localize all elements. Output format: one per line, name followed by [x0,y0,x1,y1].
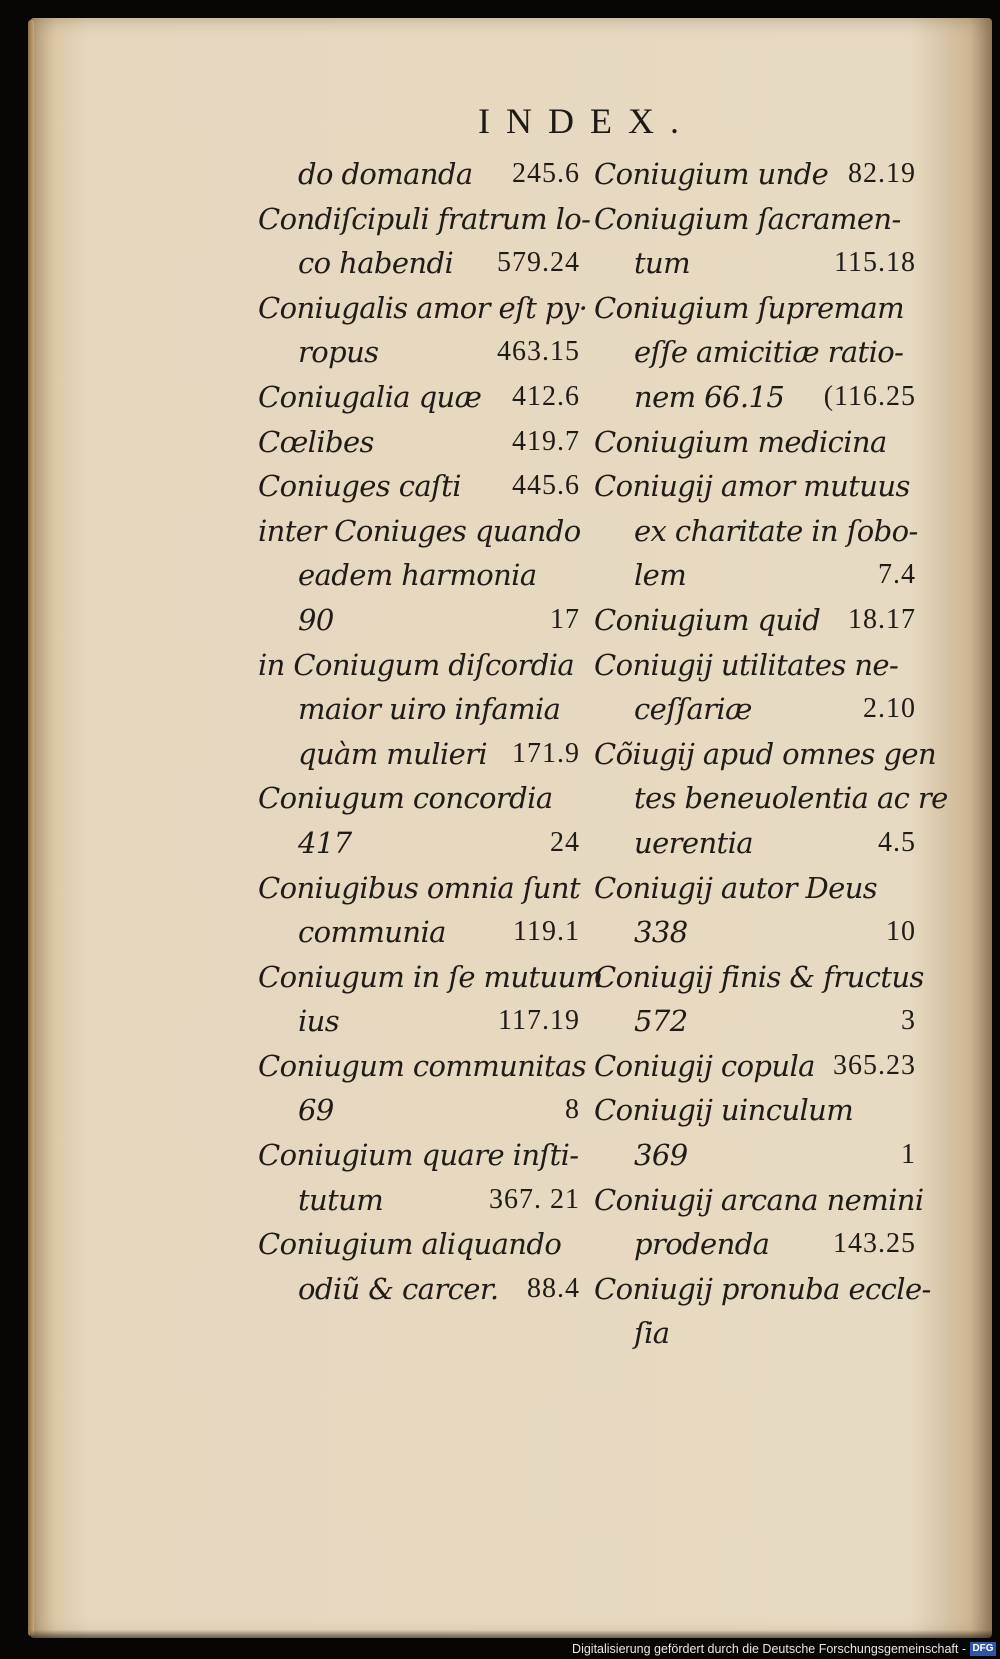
index-entry-text: 417 [298,825,352,860]
index-entry-line [258,598,580,643]
index-entry-text: odiũ & carcer. [298,1271,499,1306]
index-entry-line [594,1088,916,1133]
index-entry-text: inter Coniuges quando [258,513,581,548]
index-entry-text: tutum [298,1182,384,1217]
index-entry-line [594,1133,916,1178]
index-entry-page-ref: 119.1 [513,916,580,948]
index-entry-text: Coniugium medicina [594,424,887,459]
index-entry-line [594,732,937,777]
index-entry-page-ref: 17 [550,603,580,635]
index-entry-text: Coniuges caſti [258,469,461,504]
index-entry-text: Coniugalis amor eſt py· [258,290,588,325]
index-entry-page-ref: 82.19 [848,158,916,189]
index-entry-text: tes beneuolentia ac re [634,781,948,816]
index-entry-text: Coniugij finis & fructus [594,959,924,994]
page-edge [28,20,34,1636]
index-entry-text: co habendi [298,246,454,281]
footer-credit [572,1640,998,1658]
index-entry-line [258,821,580,866]
index-entry-text: Coniugij autor Deus [594,870,878,905]
index-entry-line [258,776,580,821]
index-entry-page-ref: 10 [886,916,916,948]
index-entry-text: maior uiro infamia [298,692,561,727]
index-entry-line [258,866,580,911]
index-entry-line [594,509,916,554]
index-entry-line [258,420,580,465]
index-entry-text: Coniugibus omnia ſunt [258,870,581,905]
index-entry-line [594,1178,924,1223]
index-entry-text: prodenda [634,1227,770,1262]
index-entry-text: Cõiugij apud omnes gen [594,736,937,771]
index-entry-page-ref: 412.6 [512,380,580,412]
index-entry-page-ref: 245.6 [512,158,580,189]
index-entry-text: nem 66.15 [634,379,785,414]
page-bottom-shadow [30,1630,992,1638]
index-entry-line [594,598,916,643]
index-entry-line [258,286,588,331]
index-entry-page-ref: 7.4 [878,559,916,591]
index-entry-page-ref: 115.18 [834,247,916,279]
index-entry-line [258,955,603,1000]
index-entry-line [594,1044,916,1089]
index-entry-line [594,821,916,866]
index-entry-text: 90 [298,602,334,637]
index-entry-line [594,1311,916,1356]
index-entry-text: Coniugij uinculum [594,1093,854,1128]
index-entry-page-ref: (116.25 [823,380,916,412]
index-entry-line [258,464,580,509]
index-entry-text: uerentia [634,825,753,860]
index-entry-page-ref: 419.7 [512,425,580,457]
index-entry-line [258,732,580,777]
index-entry-line [258,643,580,688]
index-entry-line [594,197,916,242]
index-entry-line [594,1222,916,1267]
dfg-logo: DFG [970,1642,996,1656]
index-entry-page-ref: 2.10 [863,693,916,725]
index-entry-line [258,910,580,955]
index-entry-line [594,375,916,420]
index-entry-text: quàm mulieri [298,736,488,771]
index-entry-text: Coniugium quare inſti- [258,1138,579,1173]
index-entry-line [258,553,580,598]
index-entry-line [258,1133,580,1178]
index-entry-text: 69 [298,1093,334,1128]
index-entry-text: Coniugalia quæ [258,379,482,414]
index-entry-page-ref: 4.5 [878,826,916,858]
index-entry-text: Coniugium unde [594,157,829,191]
index-entry-text: 572 [634,1004,688,1039]
index-entry-text: Coniugium quid [594,602,821,637]
index-entry-page-ref: 24 [550,826,580,858]
index-entry-line [594,866,916,911]
index-entry-text: Coniugum in ſe mutuum [258,959,603,994]
index-entry-line [258,1088,580,1133]
index-entry-page-ref: 1 [901,1139,916,1171]
index-entry-text: tum [634,246,691,281]
index-entry-page-ref: 171.9 [512,737,580,769]
index-entry-line [594,643,916,688]
index-entry-text: ius [298,1004,340,1039]
index-entry-line [594,330,916,375]
index-entry-line [594,420,916,465]
index-entry-text: 369 [634,1138,688,1173]
index-entry-line [594,241,916,286]
index-entry-line [594,464,916,509]
index-entry-text: Coniugum communitas [258,1048,586,1083]
index-entry-page-ref: 579.24 [497,247,580,279]
index-entry-line [258,375,580,420]
index-entry-text: eadem harmonia [298,558,537,593]
index-entry-text: ropus [298,335,379,370]
index-entry-text: Coniugij copula [594,1048,815,1083]
index-entry-text: Coniugium aliquando [258,1227,562,1262]
index-entry-text: Coniugij utilitates ne- [594,647,899,682]
index-entry-line [594,286,916,331]
index-entry-line [594,152,916,197]
index-entry-line [258,509,580,554]
index-entry-line [594,955,924,1000]
index-entry-line [258,1044,586,1089]
index-entry-page-ref: 367. 21 [489,1183,580,1215]
index-entry-text: Coniugium ſacramen- [594,201,901,236]
index-entry-text: Cœlibes [258,424,374,459]
index-entry-line [258,1178,580,1223]
index-entry-text: Coniugij arcana nemini [594,1182,924,1217]
running-head: INDEX. [478,101,695,141]
index-entry-page-ref: 463.15 [497,336,580,368]
index-entry-line [258,687,580,732]
index-entry-text: ceſſariæ [634,692,752,727]
index-entry-line [258,330,580,375]
index-entry-text: ex charitate in ſobo- [634,513,918,548]
index-entry-page-ref: 365.23 [833,1049,916,1081]
index-entry-page-ref: 88.4 [527,1272,580,1304]
index-entry-line [594,910,916,955]
index-entry-text: communia [298,915,446,950]
index-entry-text: do domanda [298,157,473,191]
index-column-right [594,152,948,1356]
index-entry-line [594,553,916,598]
index-entry-text: eſſe amicitiæ ratio- [634,335,904,370]
footer-credit-text: Digitalisierung gefördert durch die Deutsche Forschungsgemeinschaft - [572,1642,966,1656]
index-entry-page-ref: 18.17 [848,603,916,635]
index-entry-text: Coniugum concordia [258,781,553,816]
index-entry-page-ref: 8 [565,1094,580,1126]
index-entry-text: ſia [634,1316,670,1351]
index-entry-page-ref: 117.19 [498,1005,580,1037]
index-entry-text: 338 [634,915,688,950]
index-entry-line [258,1267,580,1312]
index-entry-line [258,152,580,197]
index-entry-line [258,241,580,286]
index-entry-page-ref: 143.25 [833,1228,916,1260]
index-entry-line [594,999,916,1044]
index-entry-text: Condiſcipuli fratrum lo- [258,201,591,236]
index-entry-text: in Coniugum diſcordia [258,647,575,682]
index-entry-page-ref: 445.6 [512,470,580,502]
index-entry-line [594,1267,931,1312]
index-entry-line [258,1222,580,1267]
index-entry-line [258,197,591,242]
index-entry-line [594,776,948,821]
index-entry-text: Coniugium ſupremam [594,290,904,325]
index-entry-line [594,687,916,732]
index-entry-text: Coniugij pronuba eccle- [594,1271,931,1306]
index-entry-text: lem [634,558,687,593]
index-entry-text: Coniugij amor mutuus [594,469,910,504]
index-entry-line [258,999,580,1044]
index-column-left [258,152,603,1311]
index-entry-page-ref: 3 [901,1005,916,1037]
